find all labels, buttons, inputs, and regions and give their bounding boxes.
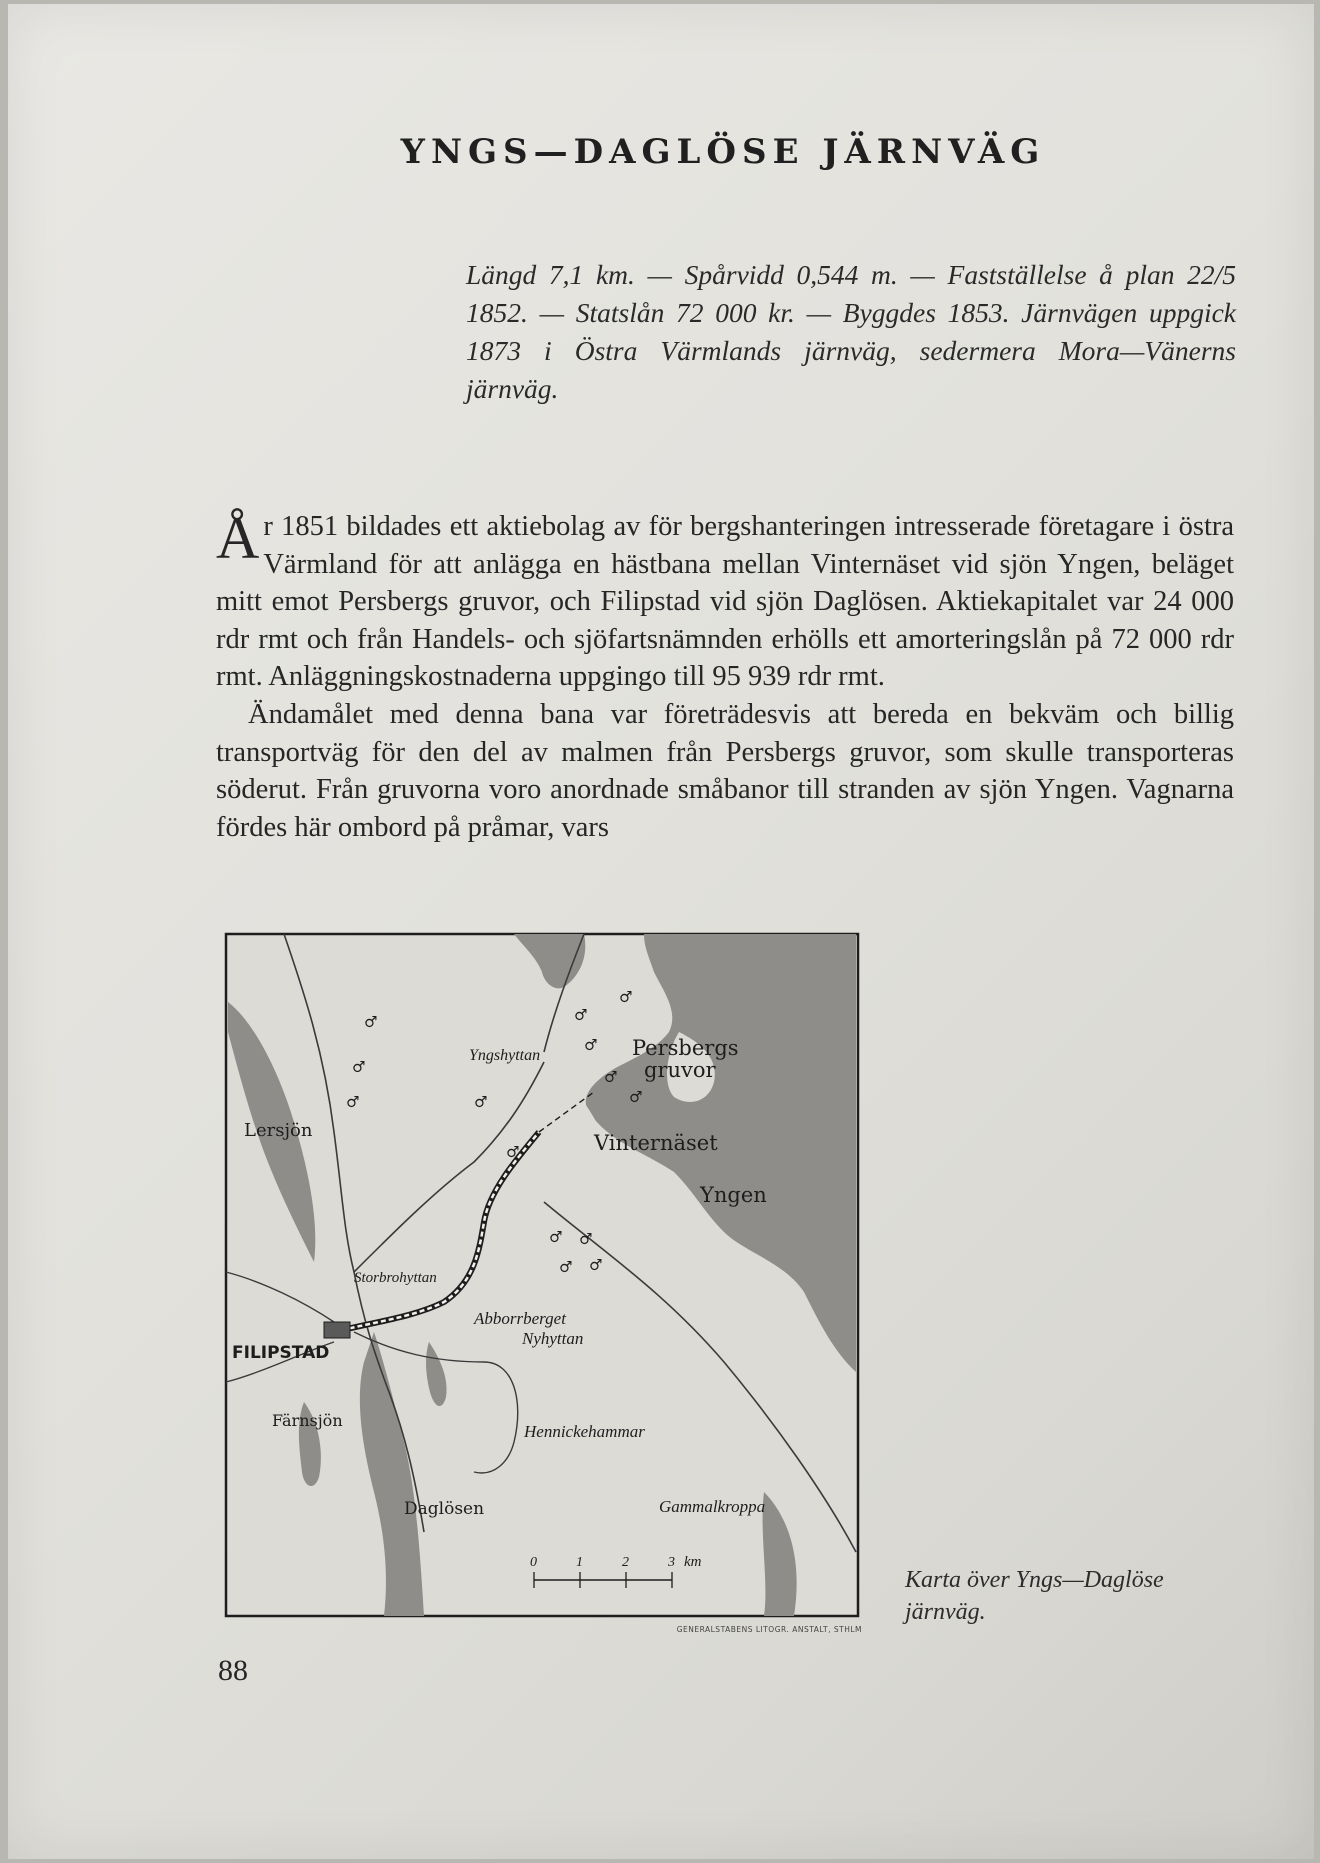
mine-symbol: ♂ bbox=[579, 1230, 593, 1248]
book-page bbox=[8, 4, 1314, 1859]
page-title: YNGS—DAGLÖSE JÄRNVÄG bbox=[400, 132, 1046, 172]
mine-symbol: ♂ bbox=[506, 1143, 520, 1161]
label-daglosen: Daglösen bbox=[404, 1499, 485, 1519]
filipstad-town bbox=[324, 1322, 350, 1338]
body-text bbox=[216, 505, 1234, 846]
mine-symbol: ♂ bbox=[364, 1013, 378, 1031]
label-farnsjon: Färnsjön bbox=[272, 1411, 343, 1430]
scale-label-3: 3 bbox=[668, 1555, 675, 1570]
mine-symbol: ♂ bbox=[549, 1228, 563, 1246]
page-number: 88 bbox=[218, 1654, 248, 1687]
scale-unit: km bbox=[684, 1554, 702, 1570]
label-vinternaset: Vinternäset bbox=[594, 1131, 718, 1155]
railway-facts: Längd 7,1 km. — Spårvidd 0,544 m. — Fastställelse å plan 22/5 1852. — Statslån 72 000 kr. — Byggdes 1853. Järnvägen uppgick 1873 i Östra Värmlands järnväg, sedermera Mora—Vänerns järnväg. bbox=[466, 259, 1236, 404]
label-persbergs: Persbergs bbox=[632, 1036, 739, 1060]
drop-cap: Å bbox=[216, 505, 260, 571]
mine-symbol: ♂ bbox=[629, 1088, 643, 1106]
scale-label-0: 0 bbox=[530, 1555, 537, 1570]
mine-symbol: ♂ bbox=[574, 1006, 588, 1024]
label-abborrberget: Abborrberget bbox=[474, 1309, 566, 1328]
paragraph-2: Ändamålet med denna bana var företrädesvis att bereda en bekväm och billig transportväg för den del av malmen från Persbergs gruvor, som skulle transporteras söderut. Från gruvorna voro anordnade småbanor till stranden av sjön Yngen. Vagnarna fördes här ombord på pråmar, vars bbox=[216, 698, 1234, 843]
label-lersjon: Lersjön bbox=[244, 1120, 313, 1141]
mine-symbol: ♂ bbox=[474, 1093, 488, 1111]
label-hennickehammar: Hennickehammar bbox=[524, 1422, 645, 1441]
mine-symbol: ♂ bbox=[352, 1058, 366, 1076]
mine-symbol: ♂ bbox=[619, 988, 633, 1006]
scale-label-1: 1 bbox=[576, 1555, 583, 1570]
map-svg bbox=[224, 932, 862, 1620]
mine-symbol: ♂ bbox=[584, 1036, 598, 1054]
map-credit: GENERALSTABENS LITOGR. ANSTALT, STHLM bbox=[676, 1625, 862, 1634]
railway-map bbox=[224, 932, 862, 1620]
mine-symbol: ♂ bbox=[346, 1093, 360, 1111]
paragraph-1-text: r 1851 bildades ett aktiebolag av för bergshanteringen intresserade företagare i östra Värmland för att anlägga en hästbana mellan Vinternäset vid sjön Yngen, beläget mitt emot Persbergs gruvor, och Filipstad vid sjön Daglösen. Aktiekapitalet var 24 000 rdr rmt och från Handels- och sjöfartsnämnden erhölls ett amorteringslån på 72 000 rdr rmt. Anläggningskostnaderna uppgingo till 95 939 rdr rmt. bbox=[216, 511, 1234, 693]
map-caption: Karta över Yngs—Daglöse järnväg. bbox=[905, 1567, 1164, 1625]
mine-symbol: ♂ bbox=[559, 1258, 573, 1276]
label-storbrohyttan: Storbrohyttan bbox=[354, 1270, 437, 1286]
label-yngen: Yngen bbox=[700, 1183, 767, 1207]
label-gammalkroppa: Gammalkroppa bbox=[659, 1497, 766, 1516]
mine-symbol: ♂ bbox=[589, 1256, 603, 1274]
label-filipstad: FILIPSTAD bbox=[232, 1343, 330, 1363]
label-yngshyttan: Yngshyttan bbox=[469, 1047, 541, 1064]
label-nyhyttan: Nyhyttan bbox=[522, 1329, 584, 1348]
label-gruvor: gruvor bbox=[644, 1058, 716, 1082]
paragraph-1 bbox=[216, 505, 1234, 696]
mine-symbol: ♂ bbox=[604, 1068, 618, 1086]
scale-label-2: 2 bbox=[622, 1555, 629, 1570]
